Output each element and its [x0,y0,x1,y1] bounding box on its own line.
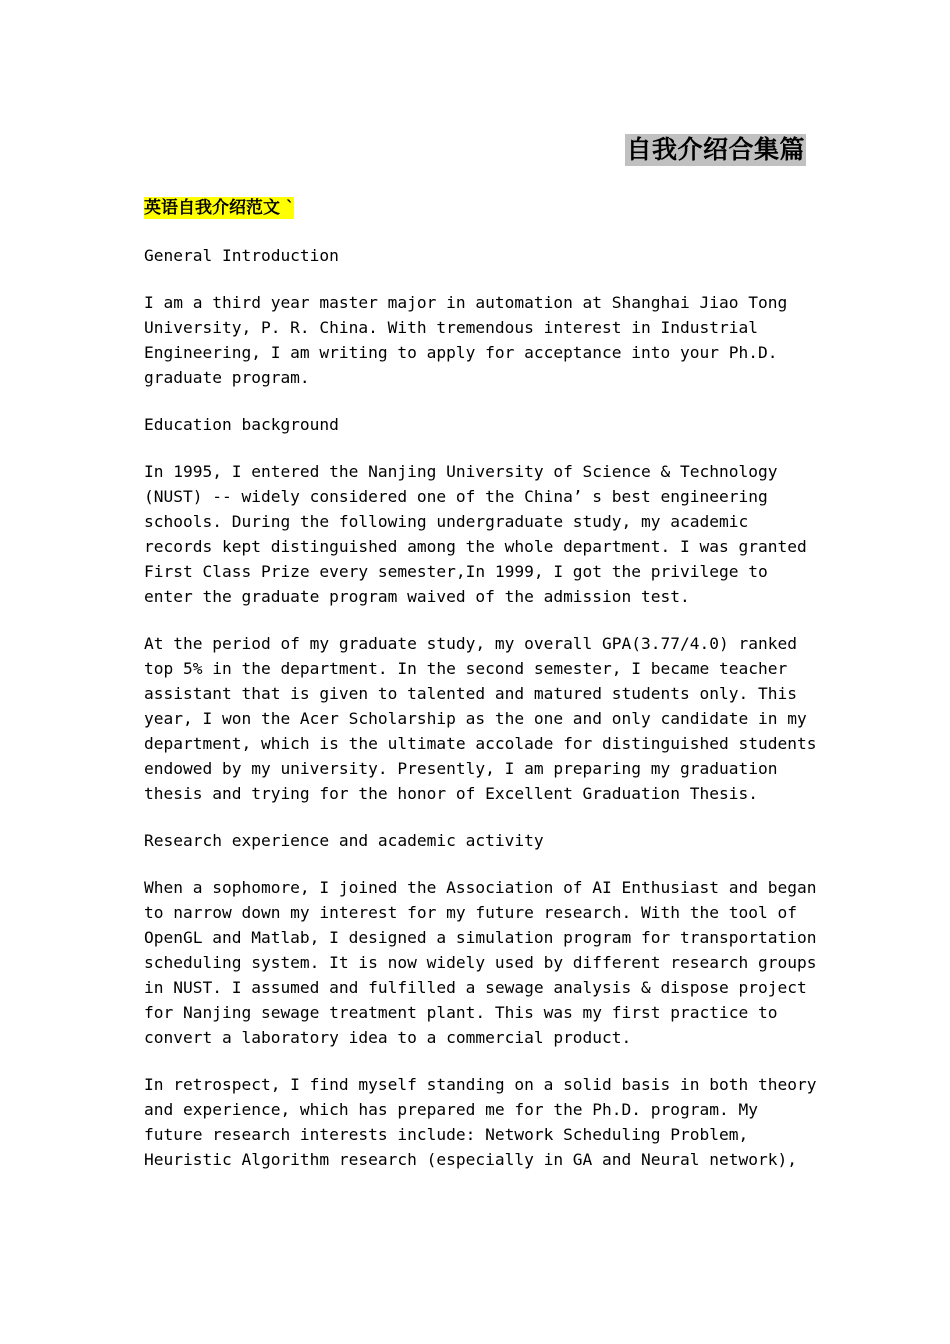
section-heading-research: Research experience and academic activity [144,831,544,850]
section-heading-education: Education background [144,415,339,434]
paragraph-research-2: In retrospect, I find myself standing on a solid basis in both theory and experience, which has prepared me for the Ph.D. program. My future research interests include: Network Scheduling Problem, Heuristic Algorithm research (especially in GA and Neural network), [144,1075,817,1169]
paragraph-education-1: In 1995, I entered the Nanjing University of Science & Technology (NUST) -- widely considered one of the China’ s best engineering schools. During the following undergraduate study, my academic records kept distinguished among the whole department. I was granted First Class Prize every semester,In 1999, I got the privilege to enter the graduate program waived of the admission test. [144,462,807,606]
document-subtitle [144,196,824,221]
subtitle-highlight: 英语自我介绍范文 ` [144,198,295,218]
section-heading-general: General Introduction [144,246,339,265]
document-title: 自我介绍合集篇 [626,135,805,164]
document-body [144,196,824,1194]
paragraph-general: I am a third year master major in automation at Shanghai Jiao Tong University, P. R. China. With tremendous interest in Industrial Engineering, I am writing to apply for acceptance into your Ph.D. graduate program. [144,293,788,387]
paragraph-education-2: At the period of my graduate study, my overall GPA(3.77/4.0) ranked top 5% in the department. In the second semester, I became teacher assistant that is given to talented and matured students only. This year, I won the Acer Scholarship as the one and only candidate in my department, which is the ultimate accolade for distinguished students endowed by my university. Presently, I am preparing my graduation thesis and trying for the honor of Excellent Graduation Thesis. [144,634,817,803]
paragraph-research-1: When a sophomore, I joined the Association of AI Enthusiast and began to narrow down my interest for my future research. With the tool of OpenGL and Matlab, I designed a simulation program for transportation scheduling system. It is now widely used by different research groups in NUST. I assumed and fulfilled a sewage analysis & dispose project for Nanjing sewage treatment plant. This was my first practice to convert a laboratory idea to a commercial product. [144,878,817,1047]
